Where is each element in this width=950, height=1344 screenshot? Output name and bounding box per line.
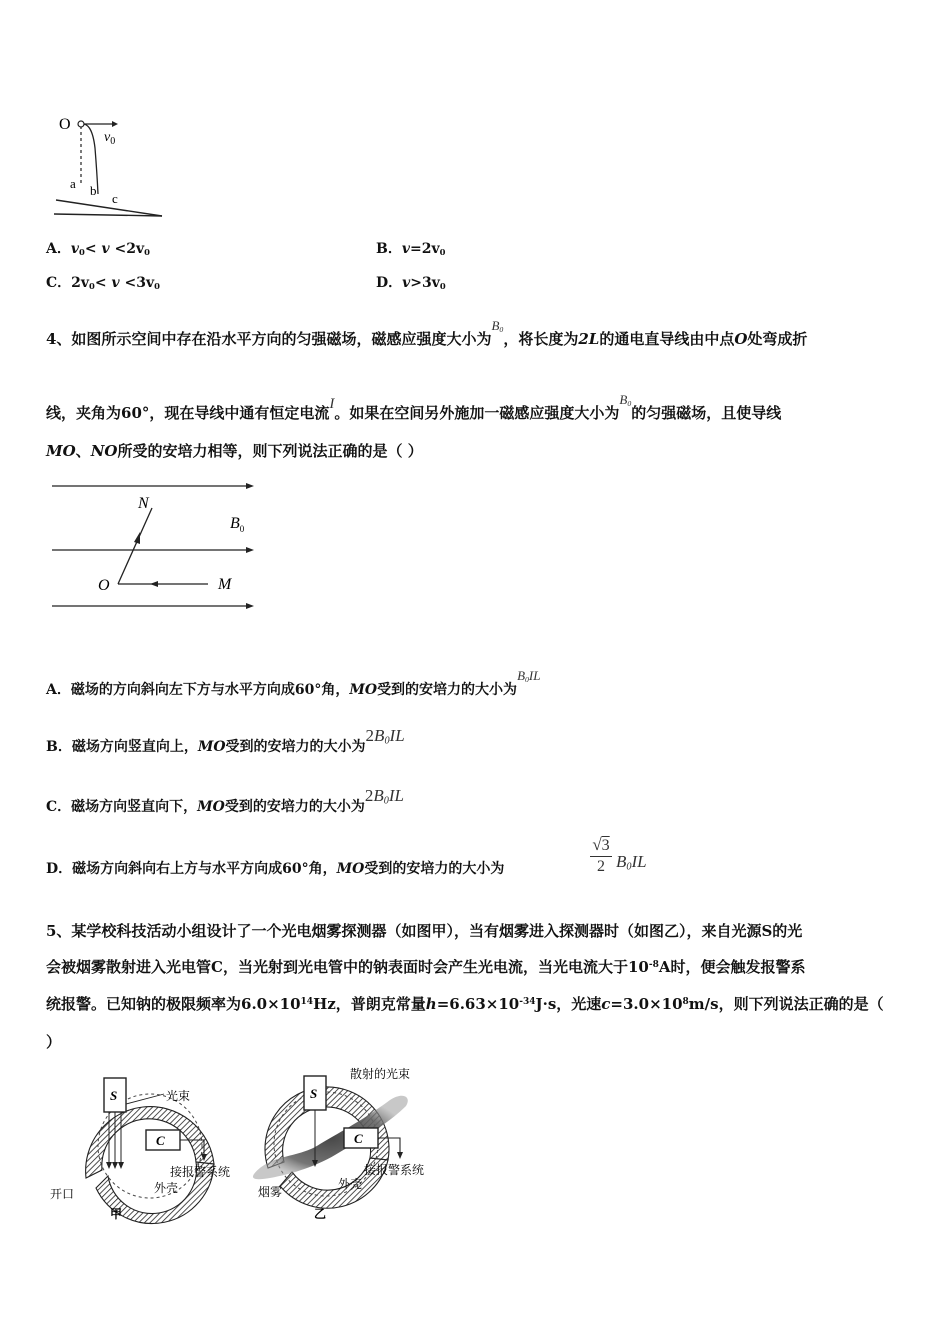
wire-OM-arrow [150,581,158,587]
label-origin: O [59,116,71,133]
label-a: a [70,176,76,191]
q4-magnetic-field-figure [46,474,262,616]
label-N: N [138,495,149,512]
prev-option-c: C．$2v_0< v <3v_0$ [46,275,160,292]
smoke-label: 烟雾 [258,1185,283,1199]
photocell-label: C [354,1131,363,1146]
beam-arrow-3 [118,1162,124,1169]
wire-ON-arrow [134,532,140,544]
projectile-figure [50,108,170,224]
incline-slope [56,200,162,216]
origin-point [78,121,84,127]
prev-option-a: A．$v_0< v <2v_0$ [46,241,150,258]
q5-stem-line1: 5、某学校科技活动小组设计了一个光电烟雾探测器（如图甲），当有烟雾进入探测器时（如图乙），来自光源S的光 [46,922,803,940]
q4-stem-line2: 线，夹角为60°，现在导线中通有恒定电流I。如果在空间另外施加一磁感应强度大小为$B_0$的匀强磁场，且使导线 [46,392,782,422]
q5-stem-line2: 会被烟雾散射进入光电管C，当光射到光电管中的钠表面时会产生光电流，当光电流大于$10^{-8}A$时，便会触发报警系 [46,958,806,976]
incline-line [54,214,162,216]
prev-option-b: B．$v=2v_0$ [376,241,446,258]
label-c: c [112,191,118,206]
caption-jia: 甲 [110,1207,123,1221]
label-M: M [218,576,232,593]
caption-yi: 乙 [314,1207,327,1221]
label-B0: $B_0$ [230,515,245,534]
field-arrow-middle [246,547,254,553]
q5-figure-jia [46,1066,246,1226]
q5-stem-line3: 统报警。已知钠的极限频率为$6.0\times 10^{14}Hz$，普朗克常量$h=6.63\times 10^{-34}J\cdot s$，光速$c=3.0\times 10^8m/s$，则下列说法正确的是（ [46,995,884,1013]
label-O: O [98,577,110,594]
beam-arrow-2 [112,1162,118,1169]
shell-label: 外壳 [154,1181,179,1195]
q4-option-d-math: $B_0IL$ [616,852,647,873]
label-b: b [90,183,97,198]
q4-option-d: D．磁场方向斜向右上方与水平方向成60°角，MO受到的安培力的大小为 [46,861,505,877]
q4-option-d-fraction: √3 2 [588,836,614,876]
q4-stem-line3: MO、NO所受的安培力相等，则下列说法正确的是（ ） [46,442,423,460]
prev-option-d: D．$v>3v_0$ [376,275,446,292]
q4-option-b: B．磁场方向竖直向上，MO受到的安培力的大小为$2B_0IL$ [46,726,405,755]
velocity-arrowhead [112,121,118,127]
alarm-wire-arrow [397,1152,403,1159]
opening-label: 开口 [50,1187,75,1201]
field-arrow-bottom [246,603,254,609]
q4-stem-line1: 4、如图所示空间中存在沿水平方向的匀强磁场，磁感应强度大小为$B_0$，将长度为2L的通电直导线由中点O处弯成折 [46,318,808,348]
scattered-beam-label: 散射的光束 [350,1067,411,1081]
label-velocity: $v_0$ [104,130,116,147]
shell-label: 外壳 [338,1177,363,1191]
wire-ON [118,508,152,584]
light-source-label: S [310,1086,318,1101]
beam-arrow-1 [106,1162,112,1169]
beam-label: 光束 [166,1089,191,1103]
alarm-label: 接报警系统 [170,1165,231,1179]
alarm-label: 接报警系统 [364,1163,425,1177]
light-source-label: S [110,1088,118,1103]
photocell-label: C [156,1133,165,1148]
q4-option-c: C．磁场方向竖直向下，MO受到的安培力的大小为$2B_0IL$ [46,786,404,815]
q5-stem-line4: ） [46,1033,62,1051]
beam-pointer [126,1094,164,1104]
field-arrow-top [246,483,254,489]
q5-figure-yi [240,1062,450,1226]
q4-option-a: A．磁场的方向斜向左下方与水平方向成60°角，MO受到的安培力的大小为$B_0IL$ [46,668,541,698]
